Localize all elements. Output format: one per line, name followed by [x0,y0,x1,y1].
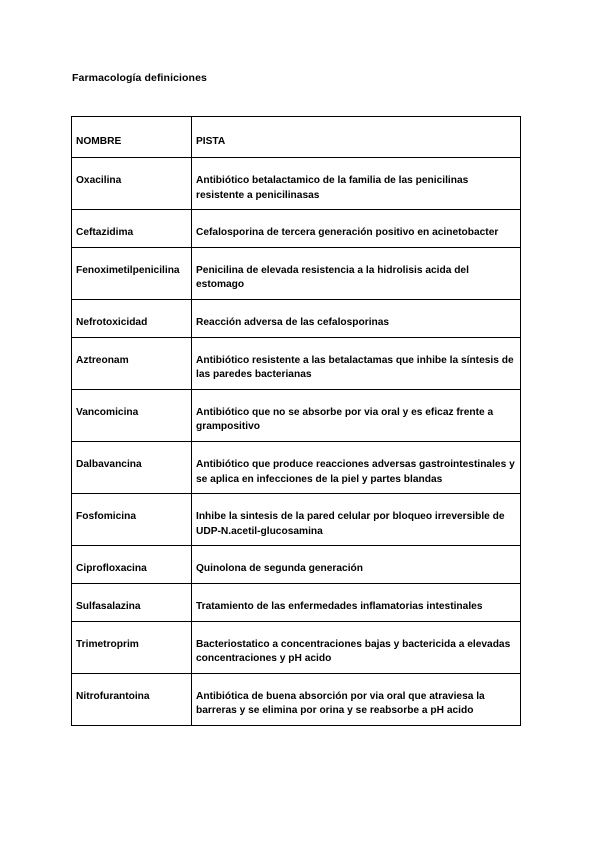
table-row [72,583,521,621]
cell-nombre: Fenoximetilpenicilina [72,247,192,299]
table-header-row [72,117,521,158]
table-row [72,337,521,389]
cell-pista: Bacteriostatico a concentraciones bajas y bactericida a elevadas concentraciones y pH acido [192,621,521,673]
table-row [72,210,521,248]
header-pista: PISTA [192,117,521,158]
cell-pista: Tratamiento de las enfermedades inflamatorias intestinales [192,583,521,621]
table-row [72,389,521,441]
table-row [72,673,521,725]
cell-nombre: Nefrotoxicidad [72,299,192,337]
cell-nombre: Aztreonam [72,337,192,389]
table-row [72,247,521,299]
table-row [72,299,521,337]
cell-nombre: Nitrofurantoina [72,673,192,725]
cell-pista: Quinolona de segunda generación [192,546,521,584]
header-nombre: NOMBRE [72,117,192,158]
cell-nombre: Trimetroprim [72,621,192,673]
cell-nombre: Sulfasalazina [72,583,192,621]
table-row [72,158,521,210]
cell-nombre: Fosfomicina [72,494,192,546]
table-row [72,441,521,493]
cell-pista: Antibiótico que produce reacciones adversas gastrointestinales y se aplica en infecciones de la piel y partes blandas [192,441,521,493]
cell-nombre: Dalbavancina [72,441,192,493]
definitions-table [71,116,521,726]
cell-nombre: Oxacilina [72,158,192,210]
cell-nombre: Vancomicina [72,389,192,441]
cell-pista: Inhibe la sintesis de la pared celular por bloqueo irreversible de UDP-N.acetil-glucosamina [192,494,521,546]
cell-pista: Antibiótico resistente a las betalactamas que inhibe la síntesis de las paredes bacterianas [192,337,521,389]
table-row [72,546,521,584]
table-row [72,494,521,546]
document-title: Farmacología definiciones [72,72,207,84]
cell-nombre: Ceftazidima [72,210,192,248]
cell-pista: Antibiótico betalactamico de la familia de las penicilinas resistente a penicilinasas [192,158,521,210]
cell-pista: Reacción adversa de las cefalosporinas [192,299,521,337]
cell-pista: Cefalosporina de tercera generación positivo en acinetobacter [192,210,521,248]
cell-pista: Antibiótico que no se absorbe por via oral y es eficaz frente a grampositivo [192,389,521,441]
table-row [72,621,521,673]
cell-pista: Antibiótica de buena absorción por via oral que atraviesa la barreras y se elimina por orina y se reabsorbe a pH acido [192,673,521,725]
cell-nombre: Ciprofloxacina [72,546,192,584]
cell-pista: Penicilina de elevada resistencia a la hidrolisis acida del estomago [192,247,521,299]
